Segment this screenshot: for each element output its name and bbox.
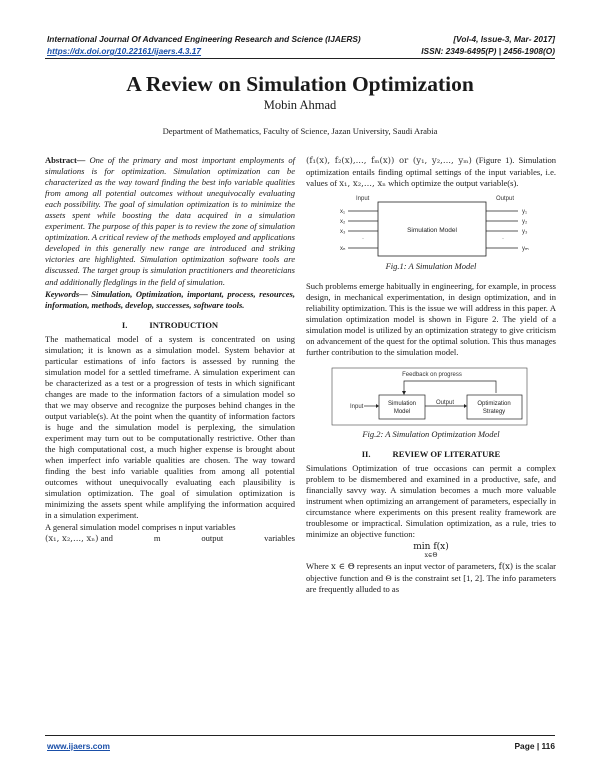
issn: ISSN: 2349-6495(P) | 2456-1908(O): [421, 46, 555, 56]
fig1-box-label: Simulation Model: [407, 227, 457, 235]
figure-1-diagram: [306, 193, 556, 259]
fig2-box1-line2: Model: [393, 408, 411, 415]
objective-sub: x∈Θ: [424, 551, 438, 559]
running-header: [47, 34, 555, 44]
section-heading-literature: [306, 449, 556, 460]
fig1-output-ym: yₘ: [522, 246, 529, 253]
svg-text:·: ·: [362, 236, 364, 243]
x-in-theta: x ∈ Θ: [331, 561, 355, 572]
volume-info: [Vol-4, Issue-3, Mar- 2017]: [453, 34, 555, 44]
right-paragraph-1: Such problems emerge habitually in engineering, for example, in process design, in mechanical experimentation, in design optimization, and in reliability optimization. This is the issue we will address in this paper. A simulation optimization model is shown in Figure 2. The yield of a simulation model is utilized by an optimization strategy to give criticism on advancement of the quest for the optimal solution. This thus manages further contribution to the simulation model.: [306, 281, 556, 358]
fig1-input-arrows: [348, 211, 378, 248]
fig2-feedback-arrow: [404, 381, 496, 393]
section-heading-introduction: [45, 320, 295, 331]
fig1-output-y1: y₁: [522, 209, 528, 216]
fig2-box2-line1: Optimization: [477, 400, 511, 407]
author-name: Mobin Ahmad: [263, 98, 337, 112]
fig1-output-label: Output: [496, 196, 515, 203]
lit-p2-text-a: represents an input vector of parameters,: [354, 560, 499, 571]
abstract-text: One of the primary and most important employments of simulations is for optimization. Simulation optimization can be characterized as the way toward finding the best info variable qualities from among all potential outcomes without unequivocally evaluating each possibility. The goal of simulation optimization is to minimize the assets spent while boosting the data acquired in a simulation experiment. The purpose of this paper is to review the zone of simulation optimization. A critical review of the methods employed and applications developed in this generally new range are introduced and striking victories are highlighted. Simulation optimization software tools are discussed. The target group is simulation practitioners and theoreticians and additionally fledglings in the field of simulation.: [45, 155, 295, 287]
keywords: [45, 289, 295, 311]
objective-min: min f(x): [413, 541, 449, 552]
fig1-output-y3: y₃: [522, 229, 528, 236]
fig2-output-label: Output: [435, 399, 455, 406]
fig1-input-label: Input: [356, 196, 370, 203]
intro-paragraph-2: [45, 522, 295, 533]
literature-paragraph-1: Simulations Optimization of true occasions can permit a complex problem to be dismembered and examined in a productive, safe, and financially savvy way. A simulation becomes a much more valuable instrument when optimizing an arrangement of parameters, especially in circumstance where experiments on this present reality framework are troublesome or impractical. Simulation optimization, as a rule, tries to minimize an objective function:: [306, 462, 556, 539]
fig1-input-x3: x₃: [340, 229, 346, 236]
fig1-input-x2: x₂: [340, 219, 346, 226]
fig1-input-x1: x₁: [340, 209, 346, 216]
abstract: [45, 155, 295, 288]
literature-paragraph-2: [306, 561, 556, 595]
where-word: Where: [306, 560, 332, 571]
figure-2-caption: Fig.2: A Simulation Optimization Model: [362, 428, 500, 439]
keywords-label: Keywords—: [45, 288, 88, 299]
fig2-simulation-box: [379, 395, 425, 419]
abstract-label: Abstract—: [45, 155, 86, 165]
svg-text:·: ·: [502, 236, 504, 243]
right-intro-paragraph: [306, 155, 556, 190]
fig2-optimization-box: [467, 395, 522, 419]
intro-p2-line: [45, 533, 295, 545]
m-word: m: [153, 532, 161, 543]
fig1-output-arrows: [486, 211, 518, 248]
objective-function: [306, 542, 556, 559]
fig1-output-y2: y₂: [522, 219, 528, 226]
fig2-box1-line1: Simulation: [387, 400, 417, 407]
intro-p2-text: A general simulation model comprises n input variables: [45, 521, 236, 532]
fig2-feedback-label: Feedback on progress: [402, 371, 462, 378]
fig1-input-xn: xₙ: [340, 246, 346, 253]
figure-2-diagram: [306, 365, 556, 427]
right-intro-text-2: which optimize the output variable(s).: [385, 178, 519, 189]
values-tuple: x₁, x₂,..., xₙ: [339, 179, 386, 190]
section-number: II.: [361, 448, 371, 459]
journal-name: International Journal Of Advanced Engineering Research and Science (IJAERS): [47, 34, 361, 44]
and-word: and: [100, 532, 113, 543]
fx-symbol: f(x): [498, 561, 514, 572]
fig2-input-label: Input: [350, 403, 364, 410]
right-column: [306, 155, 556, 595]
header-rule: [45, 58, 555, 59]
doi-link[interactable]: https://dx.doi.org/10.22161/ijaers.4.3.17: [47, 46, 202, 56]
page-number: Page | 116: [514, 741, 555, 751]
intro-paragraph-1: The mathematical model of a system is concentrated on using simulation; it is known as a simulation model. System behavior at particular estimations of info factors is assessed by running the simulation model for a settled timeframe. A simulation experiment can be characterized as a test or a progression of tests in which significant changes are made to the information factors of a simulation model so that we may observe and recognize the purposes behind changes in the output variable(s). At the point when the quantity of information factors is huge and the simulation model is perplexing, the simulation experiment may turn out to be computationally restrictive. Other than the high computational cost, a much higher expense is brought about when imperfect info variable qualities are chosen. The way toward finding the best info variable qualities from among all potential outcomes without unequivocally evaluating each plausibility is simulation optimization. The goal of simulation optimization is minimizing the assets spent while amplifying the information acquired in a simulation experiment.: [45, 333, 295, 521]
section-number: I.: [121, 319, 128, 330]
paper-title: A Review on Simulation Optimization: [126, 72, 474, 96]
right-intro-text: (Figure 1). Simulation optimization entails finding optimal settings of the input variables, i.e. values of: [306, 155, 557, 189]
lit-p2-text-b: is the scalar objective function and Θ is the constraint set [1, 2]. The info parameters are frequently alluded to as: [306, 560, 557, 595]
journal-website-link[interactable]: www.ijaers.com: [47, 741, 110, 751]
page-footer: [47, 741, 555, 751]
running-header-2: [47, 46, 555, 56]
left-column: [45, 155, 295, 545]
input-tuple: (x₁, x₂,..., xₙ): [45, 533, 99, 544]
variables-word: variables: [264, 532, 295, 543]
output-word: output: [201, 532, 224, 543]
affiliation: Department of Mathematics, Faculty of Science, Jazan University, Saudi Arabia: [162, 126, 438, 136]
footer-rule: [45, 735, 555, 736]
fig2-box2-line2: Strategy: [482, 408, 506, 415]
output-tuple: (f₁(x), f₂(x),..., fₘ(x)) or (y₁, y₂,..., yₘ): [306, 156, 472, 166]
section-title: INTRODUCTION: [149, 319, 219, 330]
keywords-text: Simulation, Optimization, important, process, resources, information, methods, develop, successes, software tools.: [45, 288, 295, 310]
figure-1-caption: Fig.1: A Simulation Model: [385, 261, 477, 272]
section-title: REVIEW OF LITERATURE: [392, 448, 501, 459]
